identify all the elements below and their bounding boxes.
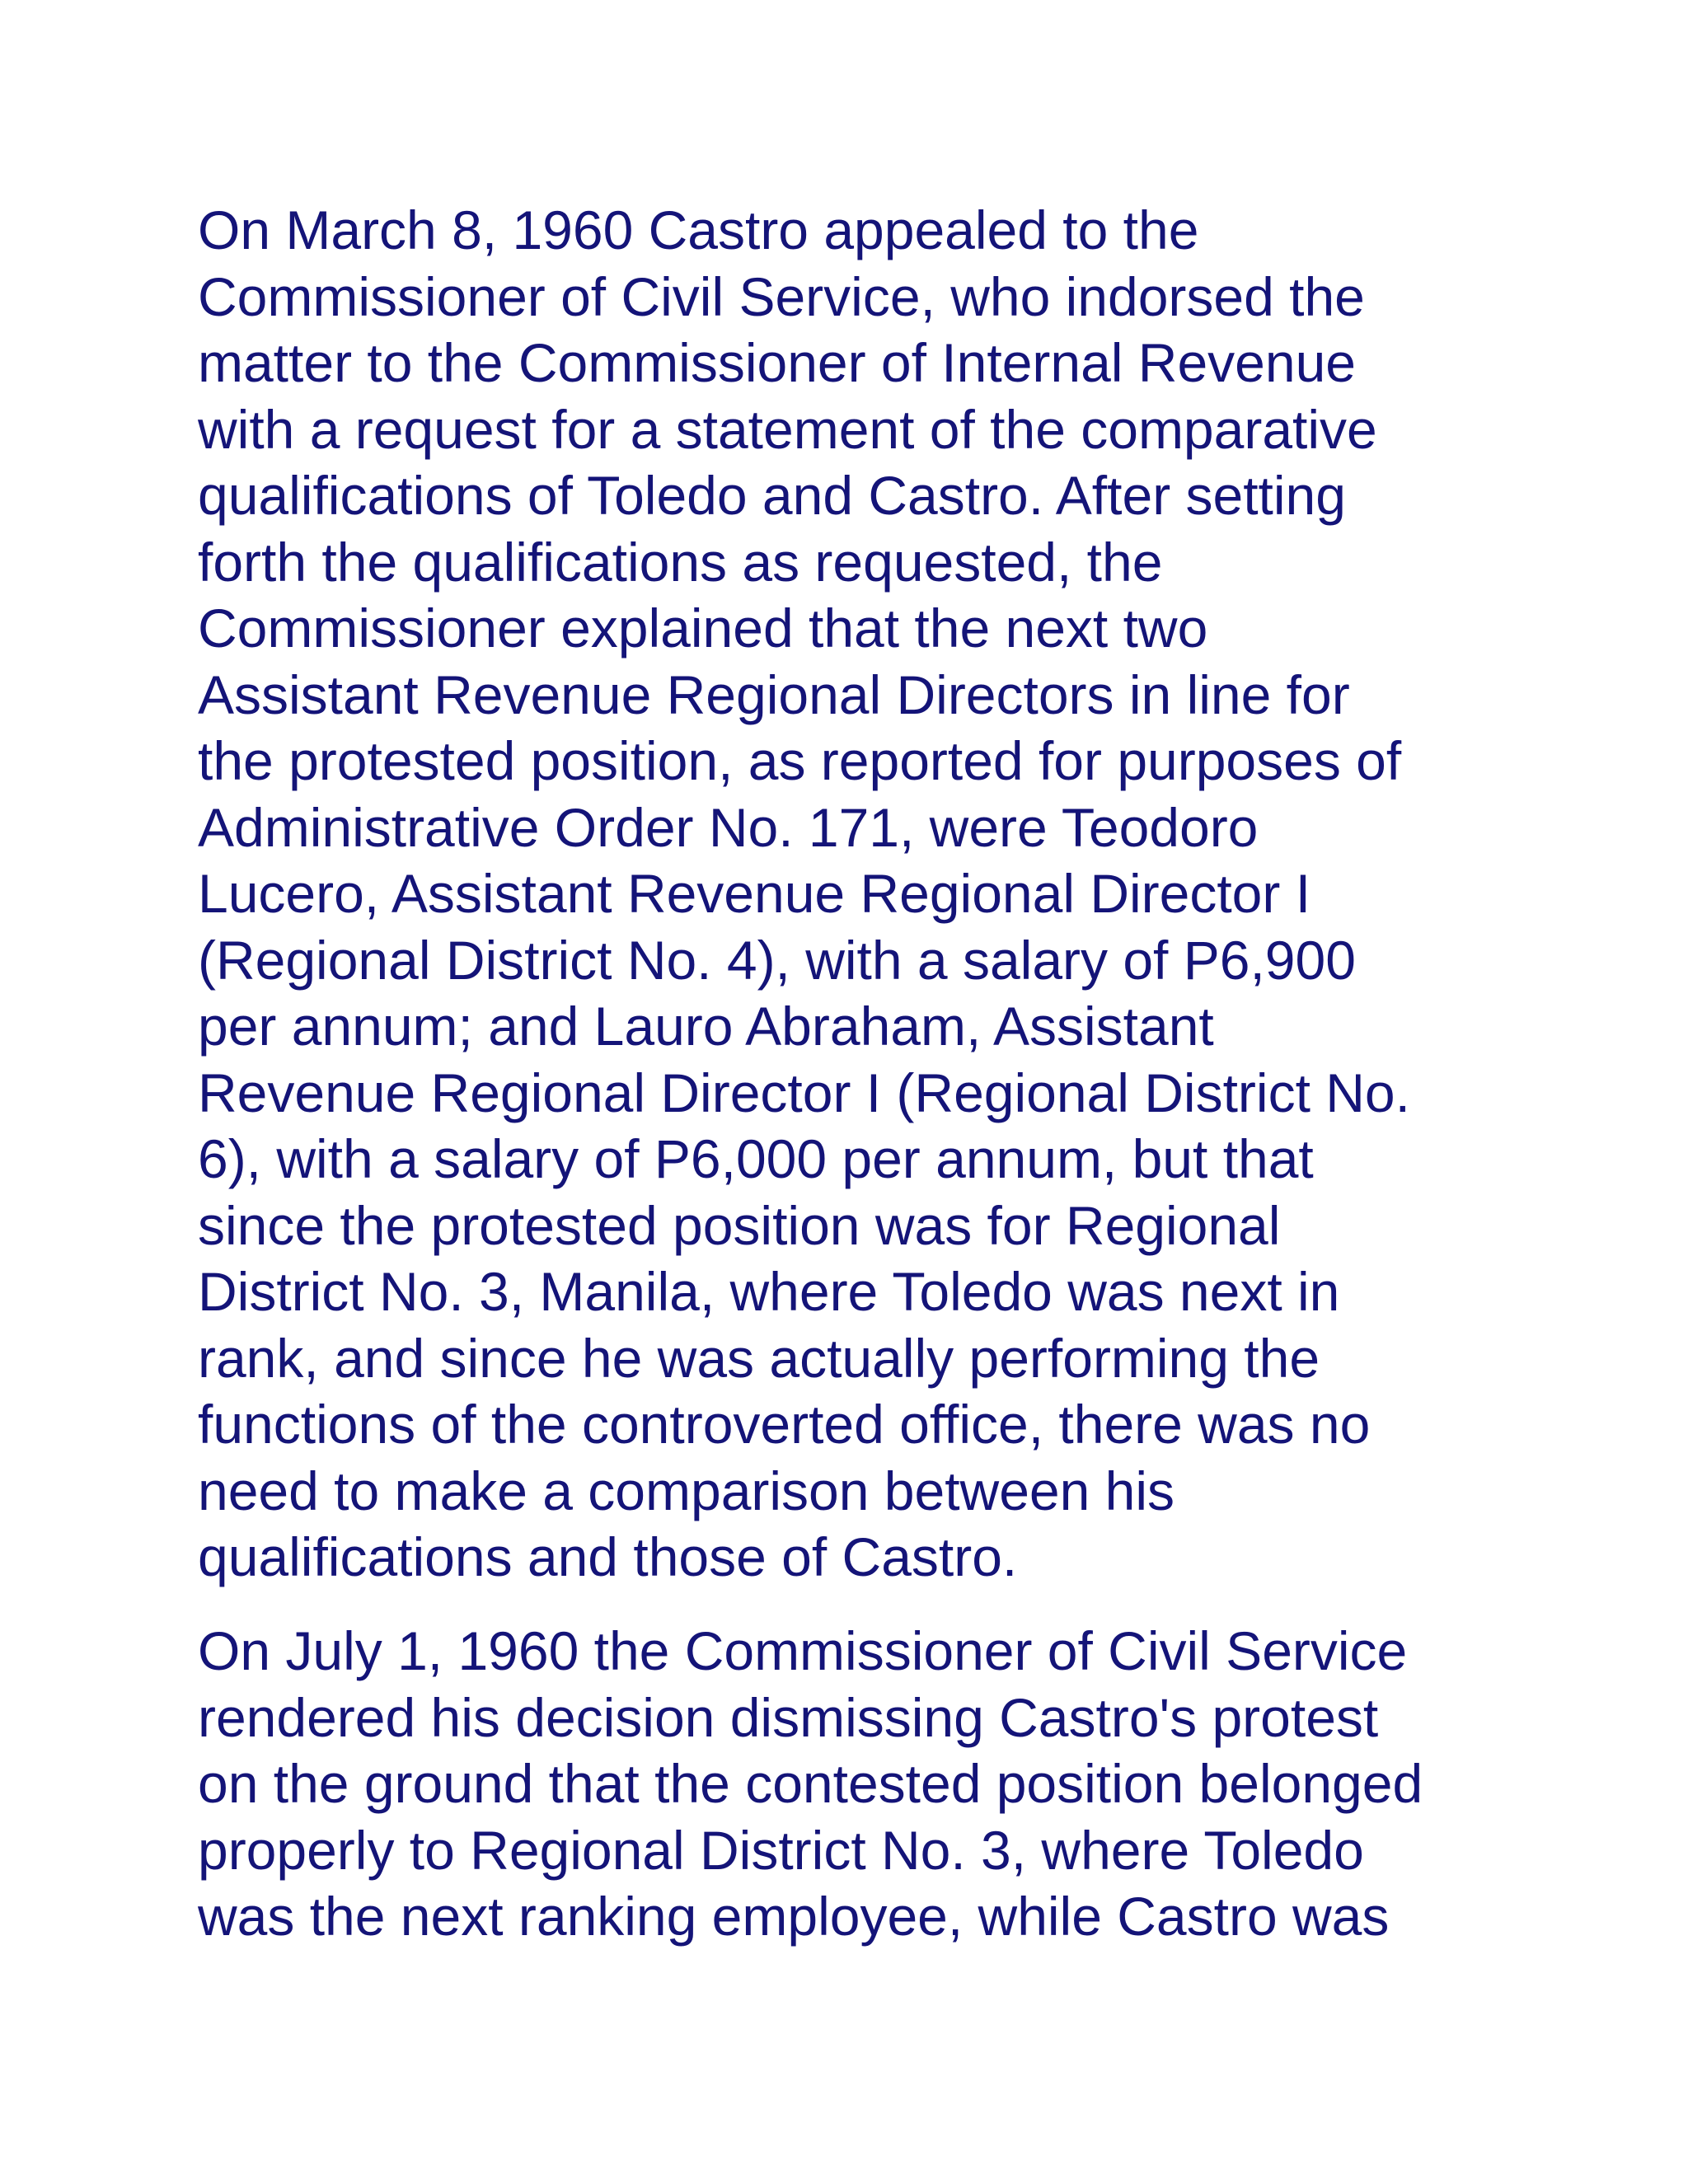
paragraph-line: 6), with a salary of P6,000 per annum, but that (198, 1128, 1314, 1189)
paragraph-line: Assistant Revenue Regional Directors in line for (198, 663, 1350, 725)
paragraph-line: was the next ranking employee, while Castro was (198, 1886, 1390, 1947)
paragraph-line: Revenue Regional Director I (Regional District No. (198, 1062, 1410, 1123)
paragraph-line: qualifications of Toledo and Castro. After setting (198, 465, 1346, 526)
paragraph-line: qualifications and those of Castro. (198, 1526, 1018, 1587)
paragraph-line: since the protested position was for Regional (198, 1194, 1281, 1256)
paragraph-line: properly to Regional District No. 3, where Toledo (198, 1819, 1364, 1881)
paragraph-line: On March 8, 1960 Castro appealed to the (198, 199, 1199, 260)
paragraph-line: matter to the Commissioner of Internal Revenue (198, 332, 1356, 393)
paragraph-line: functions of the controverted office, there was no (198, 1394, 1371, 1455)
paragraph-line: rendered his decision dismissing Castro's protest (198, 1686, 1379, 1748)
paragraph-line: Commissioner explained that the next two (198, 598, 1208, 658)
paragraph-line: Lucero, Assistant Revenue Regional Director I (198, 863, 1311, 924)
paragraph-line: with a request for a statement of the comparative (198, 398, 1377, 460)
paragraph-line: Administrative Order No. 171, were Teodoro (198, 796, 1259, 858)
paragraph-line: (Regional District No. 4), with a salary of P6,900 (198, 929, 1356, 991)
paragraph-line: Commissioner of Civil Service, who indorsed the (198, 265, 1365, 327)
paragraph-line: On July 1, 1960 the Commissioner of Civil Service (198, 1620, 1408, 1681)
paragraph-line: forth the qualifications as requested, the (198, 531, 1163, 593)
paragraph-line: on the ground that the contested position belonged (198, 1753, 1423, 1814)
paragraph-line: per annum; and Lauro Abraham, Assistant (198, 996, 1214, 1057)
paragraph-1 (198, 197, 1533, 1591)
paragraph-line: need to make a comparison between his (198, 1460, 1175, 1521)
paragraph-line: the protested position, as reported for purposes of (198, 730, 1402, 791)
paragraph-line: rank, and since he was actually performing the (198, 1327, 1320, 1389)
paragraph-2 (198, 1618, 1533, 1950)
paragraph-line: District No. 3, Manila, where Toledo was next in (198, 1261, 1340, 1322)
